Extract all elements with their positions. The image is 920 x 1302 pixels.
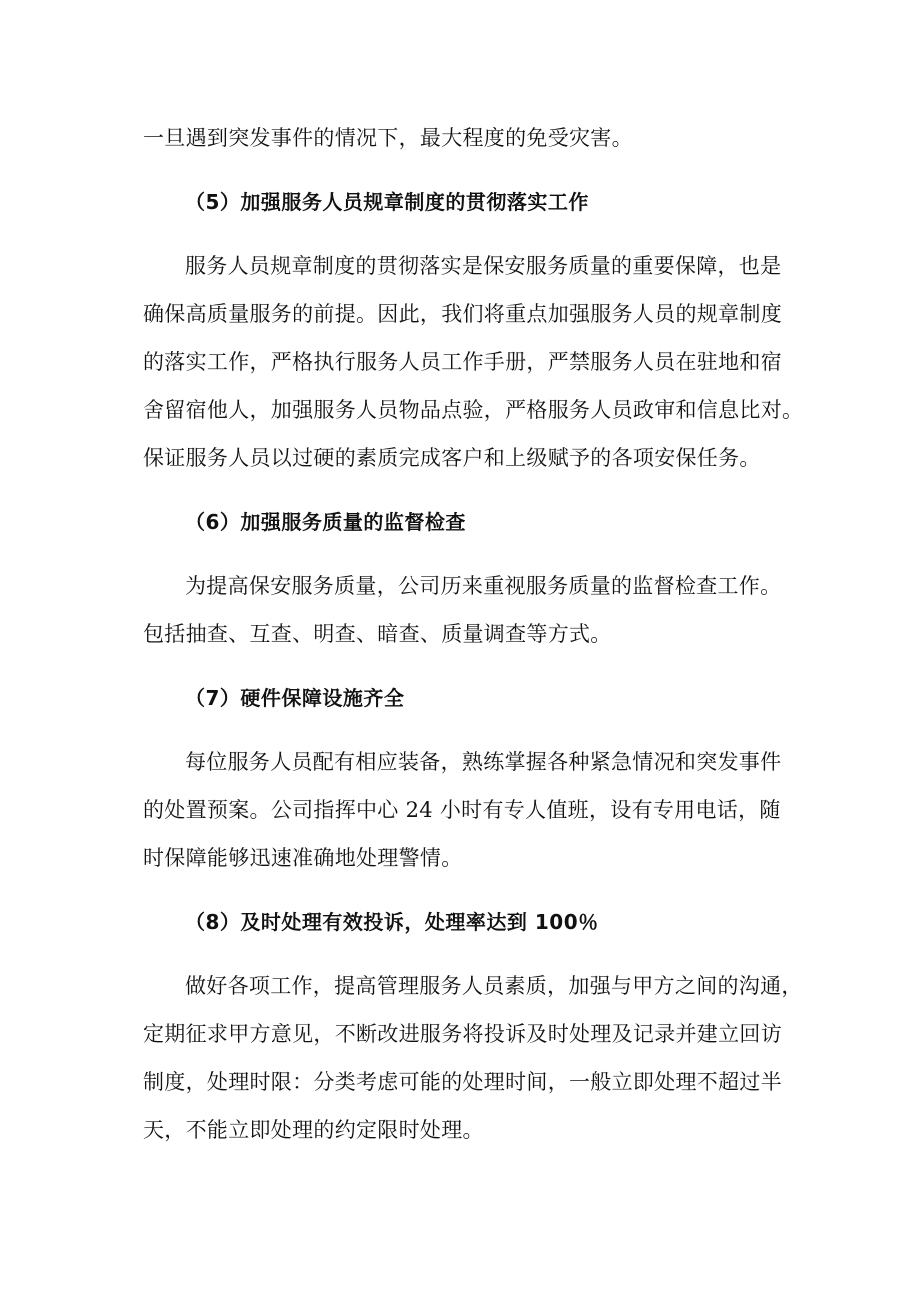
paragraph-line: 舍留宿他人，加强服务人员物品点验，严格服务人员政审和信息比对。 bbox=[143, 398, 804, 422]
paragraph-line: 每位服务人员配有相应装备，熟练掌握各种紧急情况和突发事件 bbox=[185, 750, 782, 774]
paragraph-line: 定期征求甲方意见，不断改进服务将投诉及时处理及记录并建立回访 bbox=[143, 1022, 782, 1046]
paragraph-line: 服务人员规章制度的贯彻落实是保安服务质量的重要保障，也是 bbox=[185, 254, 782, 278]
section-heading-6: （6）加强服务质量的监督检查 bbox=[185, 510, 466, 534]
section-heading-7: （7）硬件保障设施齐全 bbox=[185, 686, 405, 710]
paragraph-line: 天，不能立即处理的约定限时处理。 bbox=[143, 1118, 484, 1142]
paragraph-line: 时保障能够迅速准确地处理警情。 bbox=[143, 846, 463, 870]
paragraph-line: 包括抽查、互查、明查、暗查、质量调查等方式。 bbox=[143, 622, 612, 646]
paragraph-line: 保证服务人员以过硬的素质完成客户和上级赋予的各项安保任务。 bbox=[143, 446, 761, 470]
paragraph-line: 制度，处理时限：分类考虑可能的处理时间，一般立即处理不超过半 bbox=[143, 1070, 782, 1094]
paragraph-line: 的处置预案。公司指挥中心 24 小时有专人值班，设有专用电话，随 bbox=[143, 798, 781, 822]
paragraph-line: 做好各项工作，提高管理服务人员素质，加强与甲方之间的沟通， bbox=[185, 974, 803, 998]
section-heading-5: （5）加强服务人员规章制度的贯彻落实工作 bbox=[185, 190, 589, 214]
paragraph-line: 确保高质量服务的前提。因此，我们将重点加强服务人员的规章制度 bbox=[143, 302, 782, 326]
paragraph-line: 一旦遇到突发事件的情况下，最大程度的免受灾害。 bbox=[143, 126, 633, 150]
section-heading-8: （8）及时处理有效投诉，处理率达到 100％ bbox=[185, 910, 599, 934]
paragraph-line: 为提高保安服务质量，公司历来重视服务质量的监督检查工作。 bbox=[185, 574, 782, 598]
paragraph-line: 的落实工作，严格执行服务人员工作手册，严禁服务人员在驻地和宿 bbox=[143, 350, 782, 374]
